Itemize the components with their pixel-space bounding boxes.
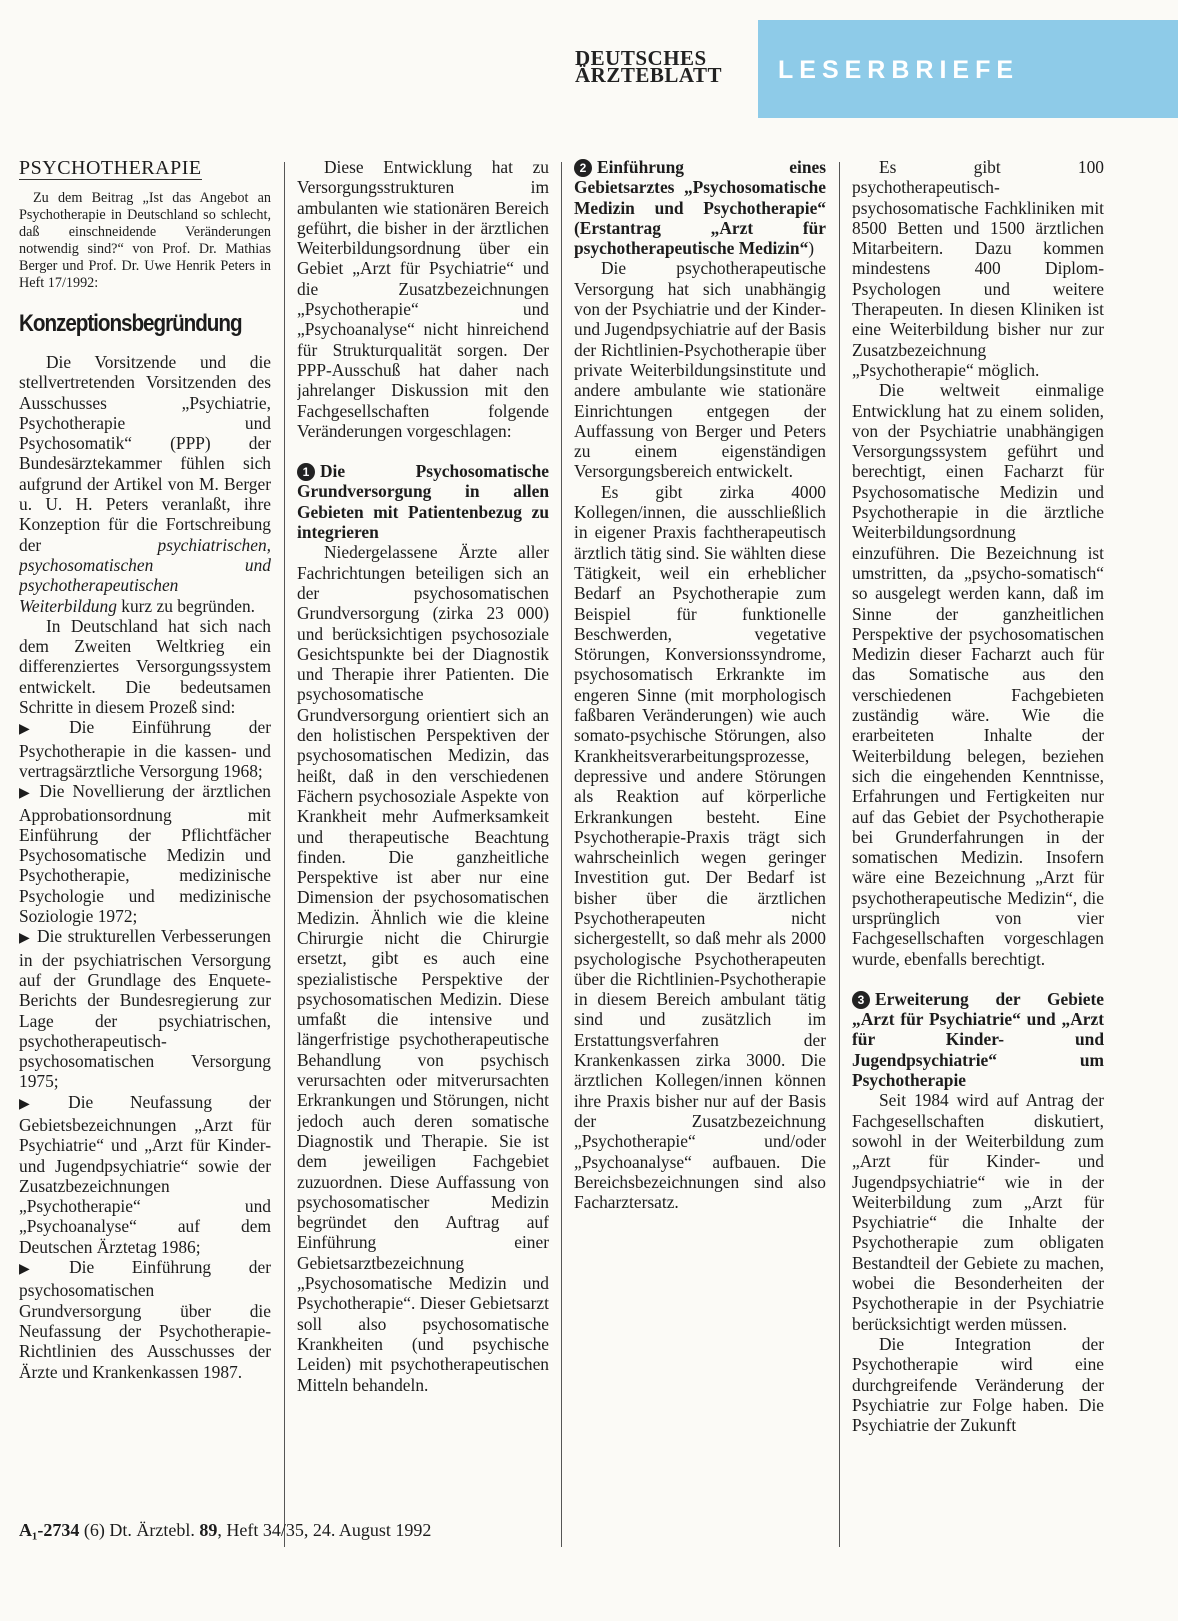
page-footer (19, 1520, 431, 1541)
column-divider (284, 162, 285, 1547)
page-number: A₁-2734 (19, 1520, 80, 1540)
list-item: ▶ Die Novellierung der ärztlichen Approbationsordnung mit Einführung der Pflichtfächer Psychosomatische Medizin und Psychotherapie, medizinische Psychologie und medizinische Soziologie 1972; (19, 781, 271, 927)
subheading-1: 1 Die Psychosomatische Grundversorgung in allen Gebieten mit Patientenbezug zu integrieren (297, 461, 549, 543)
paragraph: Die weltweit einmalige Entwicklung hat zu einem soliden, von der Psychiatrie unabhängigen Versorgungssystem geführt und berechtigt, einen Facharzt für Psychosomatische Medizin und Psychotherapie in die ärztliche Weiterbildungsordnung einzuführen. Die Bezeichnung ist umstritten, da „psycho-somatisch“ so ausgelegt werden kann, daß im Sinne der ganzheitlichen Perspektive der psychosomatischen Medizin dieser Facharzt auch für das Somatische aus den verschiedenen Fachgebieten zuständig wäre. Wie die erarbeiteten Inhalte der Weiterbildung belegen, beziehen sich die eingehenden Kenntnisse, Erfahrungen und Fertigkeiten nur auf das Gebiet der Psychotherapie bei Grunderfahrungen in der somatischen Medizin. Insofern wäre eine Bezeichnung „Arzt für psychotherapeutische Medizin“, die ursprünglich von vier Fachgesellschaften vorgeschlagen wurde, ebenfalls berechtigt. (852, 380, 1104, 969)
column-divider (839, 162, 840, 1547)
triangle-bullet-icon: ▶ (19, 1262, 64, 1278)
issue-date: , Heft 34/35, 24. August 1992 (217, 1520, 432, 1540)
list-item: ▶ Die Einführung der psychosomatischen Grundversorgung über die Neufassung der Psychotherapie-Richtlinien des Ausschusses der Ärzte und Krankenkassen 1987. (19, 1257, 271, 1382)
list-item: ▶ Die Einführung der Psychotherapie in die kassen- und vertragsärztliche Versorgung 1968; (19, 717, 271, 781)
intro-note: Zu dem Beitrag „Ist das Angebot an Psychotherapie in Deutschland so schlecht, daß einschneidende Veränderungen notwendig sind?“ von Prof. Dr. Mathias Berger und Prof. Dr. Uwe Henrik Peters in Heft 17/1992: (19, 190, 271, 291)
column-2 (297, 157, 549, 1552)
number-1-icon: 1 (297, 463, 315, 481)
triangle-bullet-icon: ▶ (19, 1096, 63, 1112)
subheading-3: 3 Erweiterung der Gebiete „Arzt für Psychiatrie“ und „Arzt für Kinder- und Jugendpsychiatrie“ um Psychotherapie (852, 988, 1104, 1091)
paragraph: Die Integration der Psychotherapie wird eine durchgreifende Veränderung der Psychiatrie zur Folge haben. Die Psychiatrie der Zukunft (852, 1333, 1104, 1436)
column-1 (19, 157, 271, 1552)
column-4 (852, 157, 1104, 1552)
paragraph: Es gibt zirka 4000 Kollegen/innen, die ausschließlich in eigener Praxis fachtherapeutisch ärztlich tätig sind. Sie wählten diese Tätigkeit, weil ein erheblicher Bedarf an Psychotherapie zum Beispiel für funktionelle Beschwerden, vegetative Störungen, Konversionssyndrome, psychosomatisch Erkrankte im engeren Sinne (mit morphologisch faßbaren Veränderungen) wie auch somato-psychische Störungen, also Krankheitsverarbeitungsprozesse, depressive und andere Störungen als Reaktion auf körperliche Erkrankungen besteht. Eine Psychotherapie-Praxis trägt sich wahrscheinlich wegen geringer Investition gut. Der Bedarf ist bisher über die ärztlichen Psychotherapeuten nicht sichergestellt, so daß mehr als 2000 psychologische Psychotherapeuten über die Richtlinien-Psychotherapie in diesem Bereich ambulant tätig sind und zusätzlich im Erstattungsverfahren der Krankenkassen zirka 3000. Die ärztlichen Kollegen/innen können ihre Praxis bisher nur auf der Basis der Zusatzbezeichnung „Psychotherapie“ und/oder „Psychoanalyse“ aufbauen. Die Bereichsbezeichnungen sind also Facharztersatz. (574, 481, 826, 1213)
column-divider (561, 162, 562, 1547)
volume: 89 (199, 1520, 218, 1540)
subheading-2: 2 Einführung eines Gebietsarztes „Psychosomatische Medizin und Psychotherapie“ (Erstantrag „Arzt für psychotherapeutische Medizin“) (574, 157, 826, 259)
paragraph: Niedergelassene Ärzte aller Fachrichtungen beteiligen sich an der psychosomatischen Grundversorgung (zirka 23 000) und berücksichtigen psychosoziale Gesichtspunkte bei der Diagnostik und Therapie ihrer Patienten. Die psychosomatische Grundversorgung orientiert sich an den holistischen Perspektiven der psychosomatischen Medizin, das heißt, daß in den verschiedenen Fächern psychosoziale Aspekte von Krankheit mehr Aufmerksamkeit und therapeutische Beachtung finden. Die ganzheitliche Perspektive ist aber nur eine Dimension der psychosomatischen Medizin. Ähnlich wie die kleine Chirurgie nicht die Chirurgie ersetzt, gibt es auch eine spezialistische Perspektive der psychosomatischen Medizin. Diese umfaßt die intensive und längerfristige psychotherapeutische Behandlung von psychisch verursachten oder mitverursachten Erkrankungen und Störungen, nicht jedoch auch deren somatische Diagnostik und Therapie. Sie ist dem jeweiligen Fachgebiet zuzuordnen. Diese Auffassung von psychosomatischer Medizin begründet den Auftrag auf Einführung einer Gebietsarztbezeichnung „Psychosomatische Medizin und Psychotherapie“. Dieser Gebietsarzt soll also psychosomatische Krankheiten (und psychische Leiden) mit psychotherapeutischen Mitteln behandeln. (297, 542, 549, 1395)
rubric: PSYCHOTHERAPIE (19, 157, 202, 179)
list-item: ▶ Die strukturellen Verbesserungen in der psychiatrischen Versorgung auf der Grundlage des Enquete-Berichts der Bundesregierung zur Lage der psychiatrischen, psychotherapeutisch-psychosomatischen Versorgung 1975; (19, 926, 271, 1092)
masthead-line2: ÄRZTEBLATT (575, 63, 722, 87)
paragraph: Diese Entwicklung hat zu Versorgungsstrukturen im ambulanten wie stationären Bereich geführt, die bisher in der ärztlichen Weiterbildungsordnung über ein Gebiet „Arzt für Psychiatrie“ und die Zusatzbezeichnungen „Psychotherapie“ und „Psychoanalyse“ nicht hinreichend für Strukturqualität sorgen. Der PPP-Ausschuß hat daher nach jahrelanger Diskussion mit den Fachgesellschaften folgende Veränderungen vorgeschlagen: (297, 157, 549, 441)
column-3 (574, 157, 826, 1552)
number-2-icon: 2 (574, 159, 592, 177)
masthead (575, 46, 745, 87)
paragraph: Die psychotherapeutische Versorgung hat sich unabhängig von der Psychiatrie und der Kinder- und Jugendpsychiatrie auf der Basis der Richtlinien-Psychotherapie über private Weiterbildungsinstitute und andere ambulante wie stationäre Einrichtungen entgegen der Auffassung von Berger und Peters zu einem eigenständigen Versorgungsbereich entwickelt. (574, 258, 826, 482)
list-item: ▶ Die Neufassung der Gebietsbezeichnungen „Arzt für Psychiatrie“ und „Arzt für Kinder- und Jugendpsychiatrie“ sowie der Zusatzbezeichnungen „Psychotherapie“ und „Psychoanalyse“ auf dem Deutschen Ärztetag 1986; (19, 1091, 271, 1257)
paragraph: Die Vorsitzende und die stellvertretenden Vorsitzenden des Ausschusses „Psychiatrie, Psychotherapie und Psychosomatik“ (PPP) der Bundesärztekammer fühlen sich aufgrund der Artikel von M. Berger u. U. H. Peters veranlaßt, ihre Konzeption für die Fortschreibung der psychiatrischen, psychosomatischen und psychotherapeutischen Weiterbildung kurz zu begründen. (19, 352, 271, 616)
triangle-bullet-icon: ▶ (19, 786, 34, 802)
triangle-bullet-icon: ▶ (19, 931, 32, 947)
paragraph: In Deutschland hat sich nach dem Zweiten Weltkrieg ein differenziertes Versorgungssystem entwickelt. Die bedeutsamen Schritte in diesem Prozeß sind: (19, 615, 271, 718)
emphasis: psychiatrischen, psychosomatischen und psychotherapeutischen Weiterbildung (19, 534, 271, 616)
triangle-bullet-icon: ▶ (19, 722, 64, 738)
headline: Konzeptionsbegründung (19, 310, 242, 337)
masthead-line1: DEUTSCHES (575, 46, 707, 70)
paragraph: Seit 1984 wird auf Antrag der Fachgesellschaften diskutiert, sowohl in der Weiterbildung zum „Arzt für Kinder- und Jugendpsychiatrie“ wie in der Weiterbildung zum „Arzt für Psychiatrie“ die Inhalte der Psychotherapie zum obligaten Bestandteil der Gebiete zu machen, wobei die Besonderheiten der Psychotherapie in der Psychiatrie berücksichtigt werden müssen. (852, 1090, 1104, 1334)
section-label: LESERBRIEFE (778, 56, 1020, 84)
paragraph: Es gibt 100 psychotherapeutisch-psychosomatische Fachkliniken mit 8500 Betten und 1500 ärztlichen Mitarbeitern. Dazu kommen mindestens 400 Diplom-Psychologen und weitere Therapeuten. In diesen Kliniken ist eine Weiterbildung bisher nur zur Zusatzbezeichnung „Psychotherapie“ möglich. (852, 157, 1104, 380)
journal-ref: (6) Dt. Ärztebl. (83, 1520, 195, 1540)
number-3-icon: 3 (852, 991, 870, 1009)
section-banner (758, 20, 1178, 118)
